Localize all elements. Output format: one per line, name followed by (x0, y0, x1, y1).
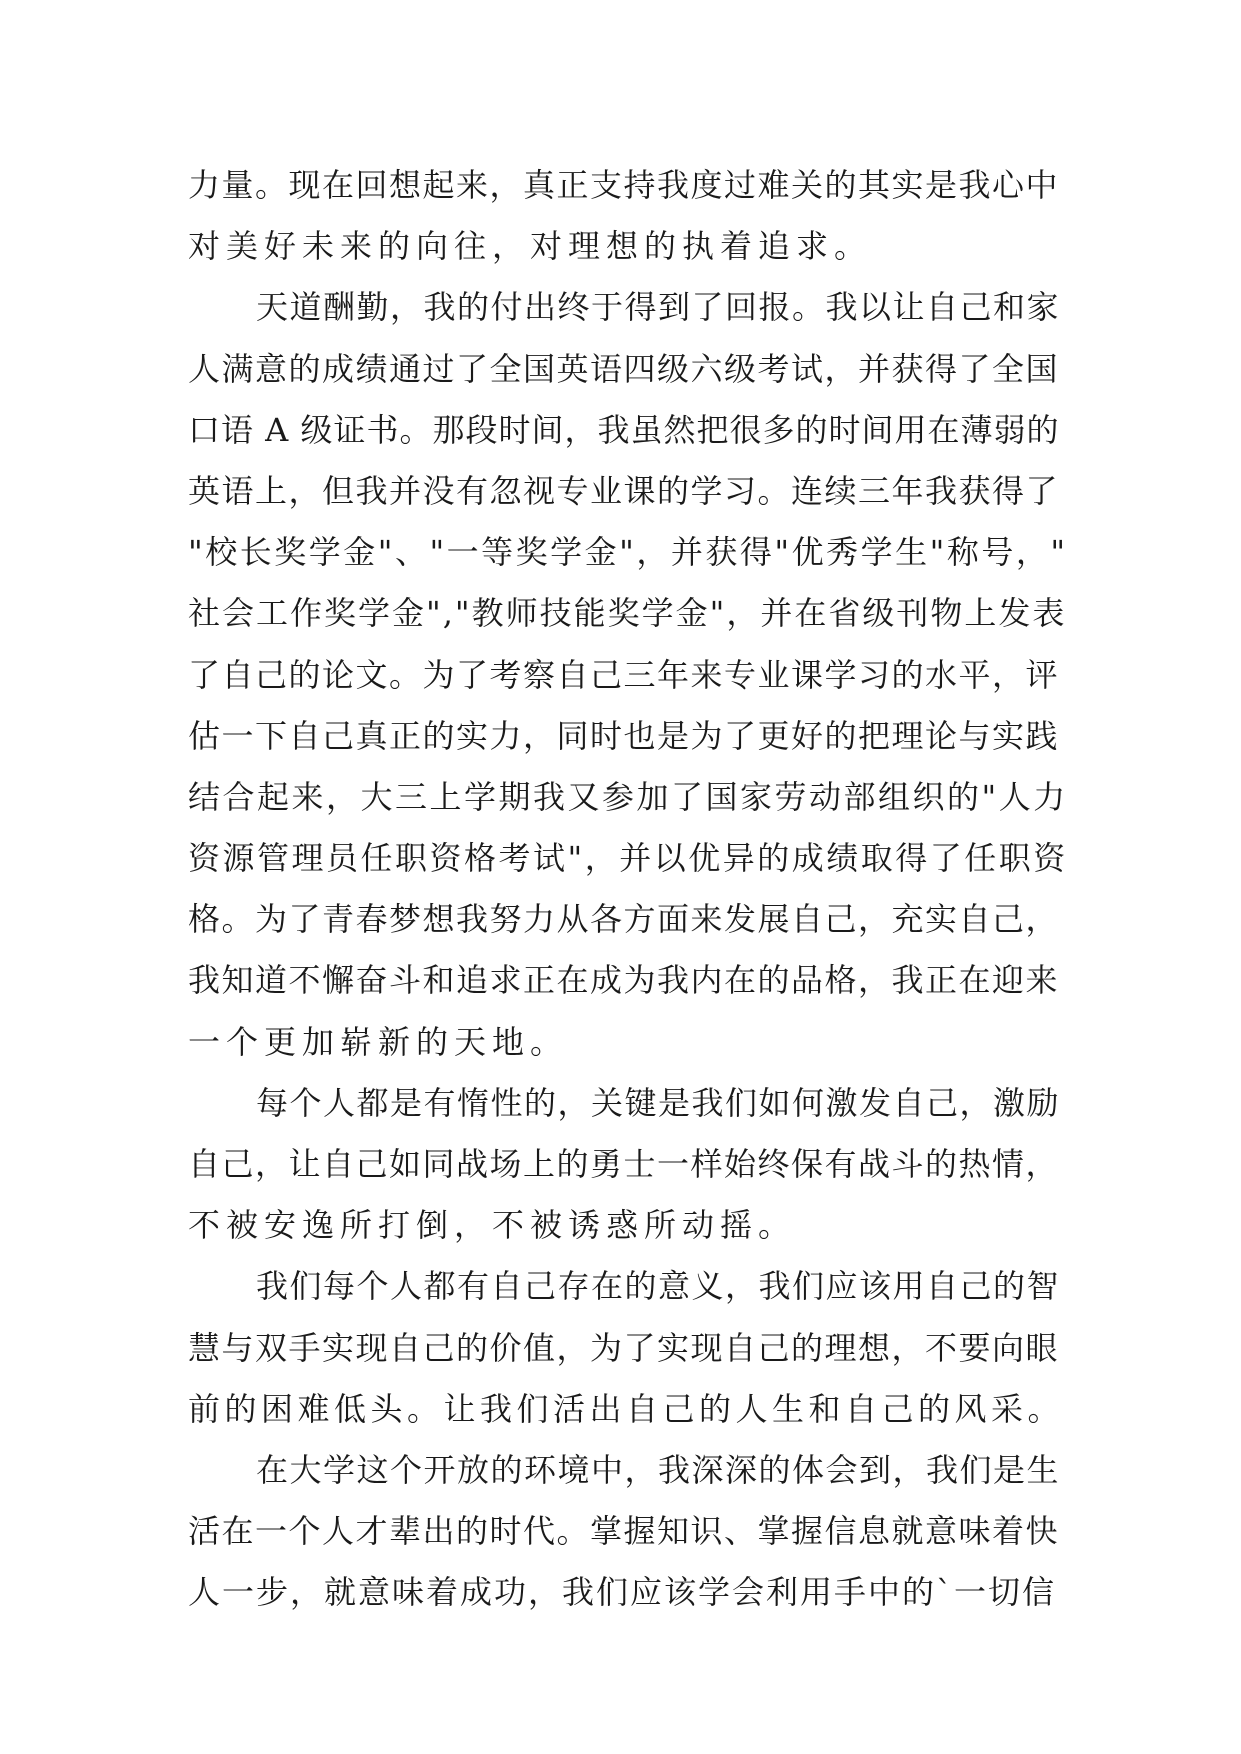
paragraph-first-line: 在大学这个开放的环境中，我深深的体会到，我们是生 (256, 1450, 1061, 1489)
paragraph-first-line: 每个人都是有惰性的，关键是我们如何激发自己，激励 (256, 1083, 1061, 1122)
text-line: 人一步，就意味着成功，我们应该学会利用手中的`一切信 (188, 1573, 1057, 1612)
text-line: 自己，让自己如同战场上的勇士一样始终保有战斗的热情， (188, 1145, 1060, 1183)
text-line: 慧与双手实现自己的价值，为了实现自己的理想，不要向眼 (188, 1328, 1060, 1367)
text-line: 一个更加崭新的天地。 (188, 1022, 569, 1061)
document-body (188, 155, 1068, 1624)
text-line: 英语上，但我并没有忽视专业课的学习。连续三年我获得了 (188, 471, 1060, 510)
text-line: 资源管理员任职资格考试"，并以优异的成绩取得了任职资 (188, 839, 1068, 878)
text-line: 口语 A 级证书。那段时间，我虽然把很多的时间用在薄弱的 (188, 410, 1060, 449)
text-line: 活在一个人才辈出的时代。掌握知识、掌握信息就意味着快 (188, 1512, 1060, 1551)
text-line: 我知道不懈奋斗和追求正在成为我内在的品格，我正在迎来 (188, 961, 1060, 1000)
paragraph-first-line: 天道酬勤，我的付出终于得到了回报。我以让自己和家 (256, 288, 1061, 327)
text-line: 格。为了青春梦想我努力从各方面来发展自己，充实自己， (188, 900, 1060, 939)
text-line: 结合起来，大三上学期我又参加了国家劳动部组织的"人力 (188, 777, 1068, 816)
text-line: 人满意的成绩通过了全国英语四级六级考试，并获得了全国 (188, 349, 1060, 388)
paragraph-first-line: 我们每个人都有自己存在的意义，我们应该用自己的智 (256, 1267, 1061, 1306)
text-line: 前的困难低头。让我们活出自己的人生和自己的风采。 (188, 1389, 1065, 1428)
text-line: 了自己的论文。为了考察自己三年来专业课学习的水平，评 (188, 655, 1060, 694)
text-line: 力量。现在回想起来，真正支持我度过难关的其实是我心中 (188, 166, 1060, 204)
text-line: 估一下自己真正的实力，同时也是为了更好的把理论与实践 (188, 716, 1060, 755)
text-line: 对美好未来的向往，对理想的执着追求。 (188, 227, 873, 266)
text-line: 社会工作奖学金","教师技能奖学金"，并在省级刊物上发表 (188, 594, 1067, 633)
text-line: "校长奖学金"、"一等奖学金"，并获得"优秀学生"称号，" (188, 533, 1068, 572)
text-line: 不被安逸所打倒，不被诱惑所动摇。 (188, 1206, 797, 1245)
